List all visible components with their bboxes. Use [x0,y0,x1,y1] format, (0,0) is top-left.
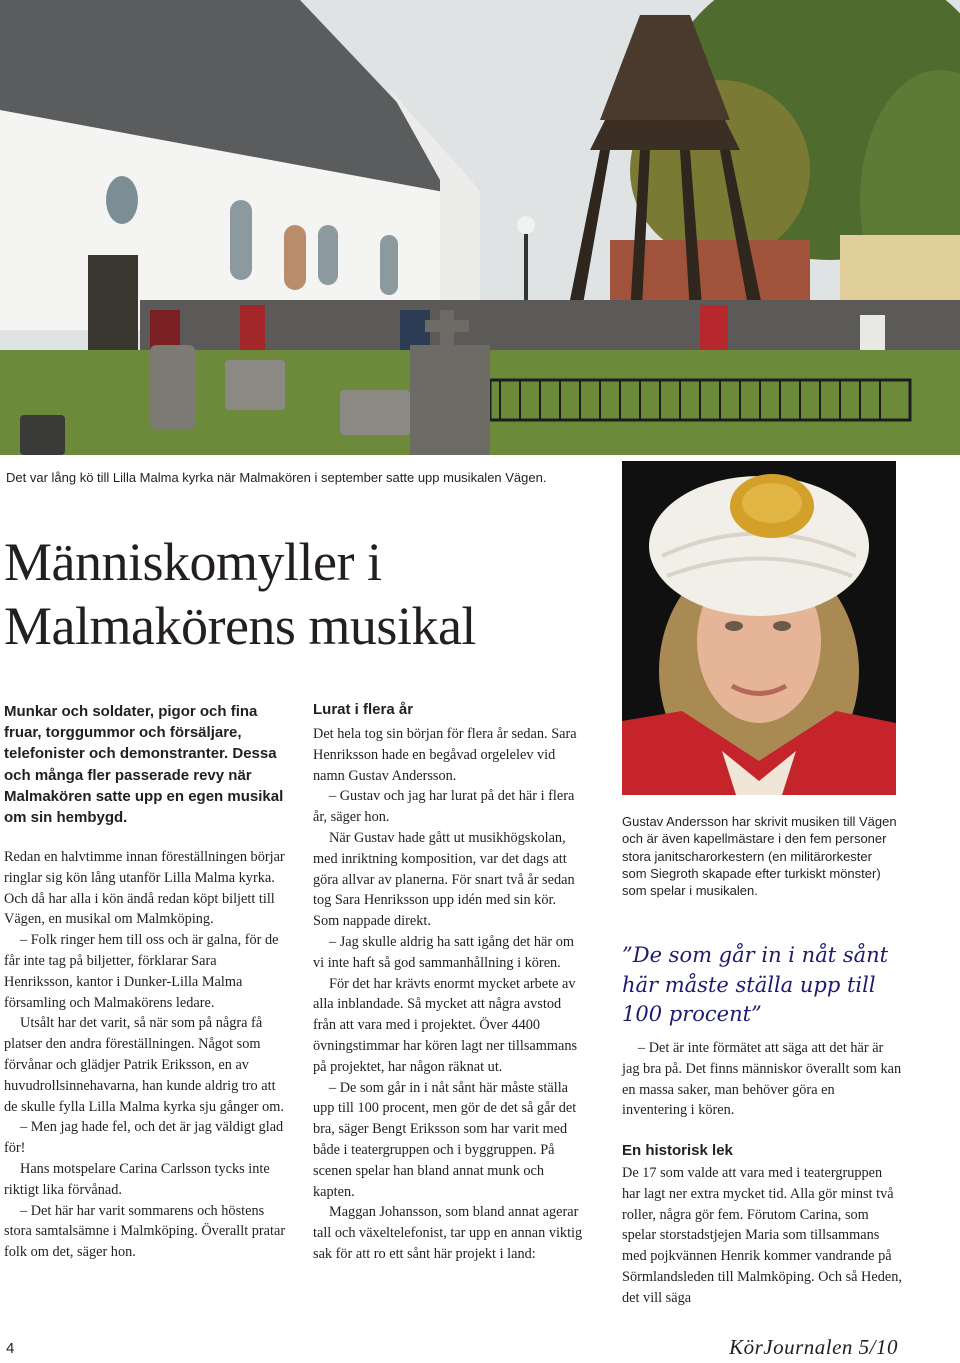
portrait-caption: Gustav Andersson har skrivit musiken till Vägen och är även kapellmästare i den fem personer stora janitscharorkestern (en militärorkester som Siegroth skapade efter turkiskt mönster) som spelar i musikalen. [622,814,897,899]
paragraph: – Folk ringer hem till oss och är galna, för de får inte tag på biljetter, förklarar Sara Henriksson, kantor i Dunker-Lilla Malma församling och Malmakörens ledare. [4,932,279,1011]
paragraph: – Men jag hade fel, och det är jag väldigt glad för! [4,1119,284,1157]
headline-line-2: Malmakörens musikal [4,596,476,656]
subhead-historisk-lek: En historisk lek [622,1142,733,1159]
article-column-2 [313,724,585,1265]
paragraph: – Det här har varit sommarens och höstens stora samtalsämne i Malmköping. Överallt pratar folk om det, säger hon. [4,1202,286,1261]
magazine-name: KörJournalen 5/10 [729,1335,898,1359]
paragraph: Det hela tog sin början för flera år sedan. Sara Henriksson hade en begåvad orgelelev vid namn Gustav Andersson. [313,726,577,784]
headline [4,530,624,658]
article-column-3-continued [622,1163,902,1309]
headline-line-1: Människomyller i [4,532,382,592]
paragraph: För det har krävts enormt mycket arbete av alla inblandade. Så mycket att några avstod från att vara med i projektet. Över 4400 övningstimmar har kören lagt ner tillsammans på projektet, har någon räknat ut. [313,975,578,1075]
paragraph: Maggan Johansson, som bland annat agerar tall och växeltelefonist, tar upp en annan viktig sak för att ro ett sånt här projekt i land: [313,1204,583,1262]
paragraph: Utsålt har det varit, så när som på några få platser den andra föreställningen. Något som förvånar och glädjer Patrik Eriksson, en av huvudrollsinnehavarna, han kunde aldrig tro att de skulle fylla Lilla Malma kyrka sju gånger om. [4,1015,284,1115]
paragraph: – Jag skulle aldrig ha satt igång det här om vi inte haft så god sammanhållning i kören. [313,933,574,971]
top-photo-caption: Det var lång kö till Lilla Malma kyrka när Malmakören i september satte upp musikalen Vägen. [6,470,547,485]
subhead-lurat: Lurat i flera år [313,701,414,718]
article-column-3 [622,1038,902,1121]
ingress: Munkar och soldater, pigor och fina fruar, torggummor och försäljare, telefonister och demonstranter. Dessa och många fler passerade revy när Malmakören satte upp en egen musikal om sin hembygd. [4,703,284,827]
paragraph: De 17 som valde att vara med i teatergruppen har lagt ner extra mycket tid. Alla gör minst två roller, några gör fem. Förutom Carina, som spelar storstadstjejen Maria som tillsammans med pojkvännen Henrik kommer vandrande på Sörmlandsleden till Malmköping. Och så Heden, det vill säga [622,1165,902,1306]
page-number: 4 [6,1340,15,1357]
paragraph: Redan en halvtimme innan föreställningen börjar ringlar sig kön lång utanför Lilla Malma kyrka. Och då har alla i kön ändå redan köpt biljett till Vägen, en musikal om Malmköping. [4,849,285,928]
paragraph: Hans motspelare Carina Carlsson tycks inte riktigt lika förvånad. [4,1160,270,1198]
paragraph: – Det är inte förmätet att säga att det här är jag bra på. Det finns människor överallt som kan en massa saker, man behöver göra en inventering i kören. [622,1040,902,1119]
portrait-photo [622,461,896,795]
article-column-1 [4,847,286,1263]
church-photo [0,0,960,455]
pull-quote: ”De som går in i nåt sånt här måste ställa upp till 100 procent” [622,943,889,1026]
paragraph: – Gustav och jag har lurat på det här i flera år, säger hon. [313,788,575,826]
paragraph: – De som går in i nåt sånt här måste ställa upp till 100 procent, men gör de det så går det bra, säger Bengt Eriksson som har varit med både i teatergruppen och i byggruppen. På scenen spelar han bland annat munk och kapten. [313,1079,577,1200]
paragraph: När Gustav hade gått ut musikhögskolan, med inriktning komposition, var det dags att göra allvar av planerna. För snart två år sedan tog Sara Henriksson upp idén med sin kör. Som nappade direkt. [313,829,575,930]
